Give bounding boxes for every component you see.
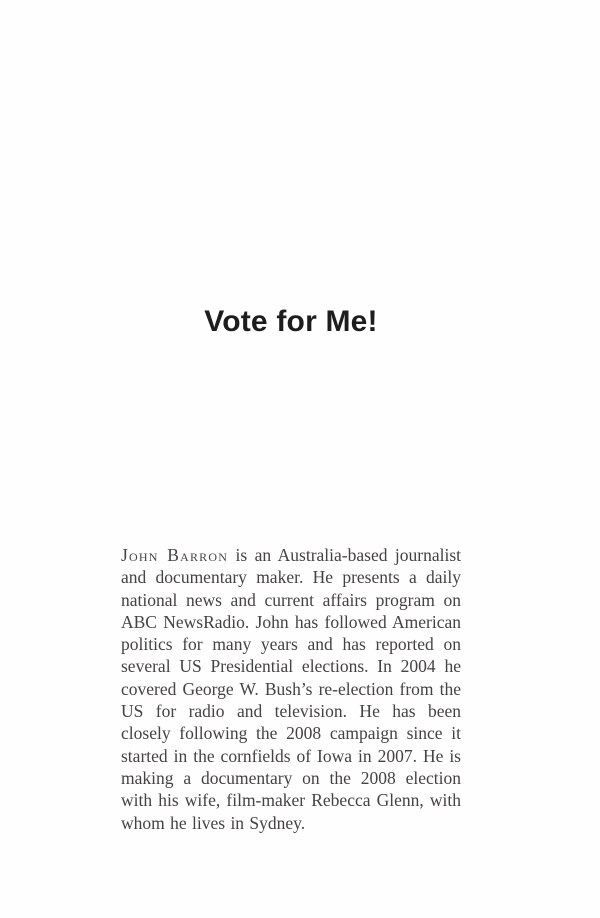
author-bio-text: is an Australia-based journalist and documentary maker. He presents a daily national news and current affairs program on ABC NewsRadio. John has followed American politics for many years and has reported on several US Presidential elections. In 2004 he covered George W. Bush’s re-election from the US for radio and television. He has been closely following the 2008 campaign since it started in the cornfields of Iowa in 2007. He is making a documentary on the 2008 election with his wife, film-maker Rebecca Glenn, with whom he lives in Sydney.	[121, 545, 461, 833]
page-title: Vote for Me!	[204, 305, 378, 338]
author-bio-paragraph	[121, 544, 461, 834]
author-name: John Barron	[121, 545, 229, 565]
